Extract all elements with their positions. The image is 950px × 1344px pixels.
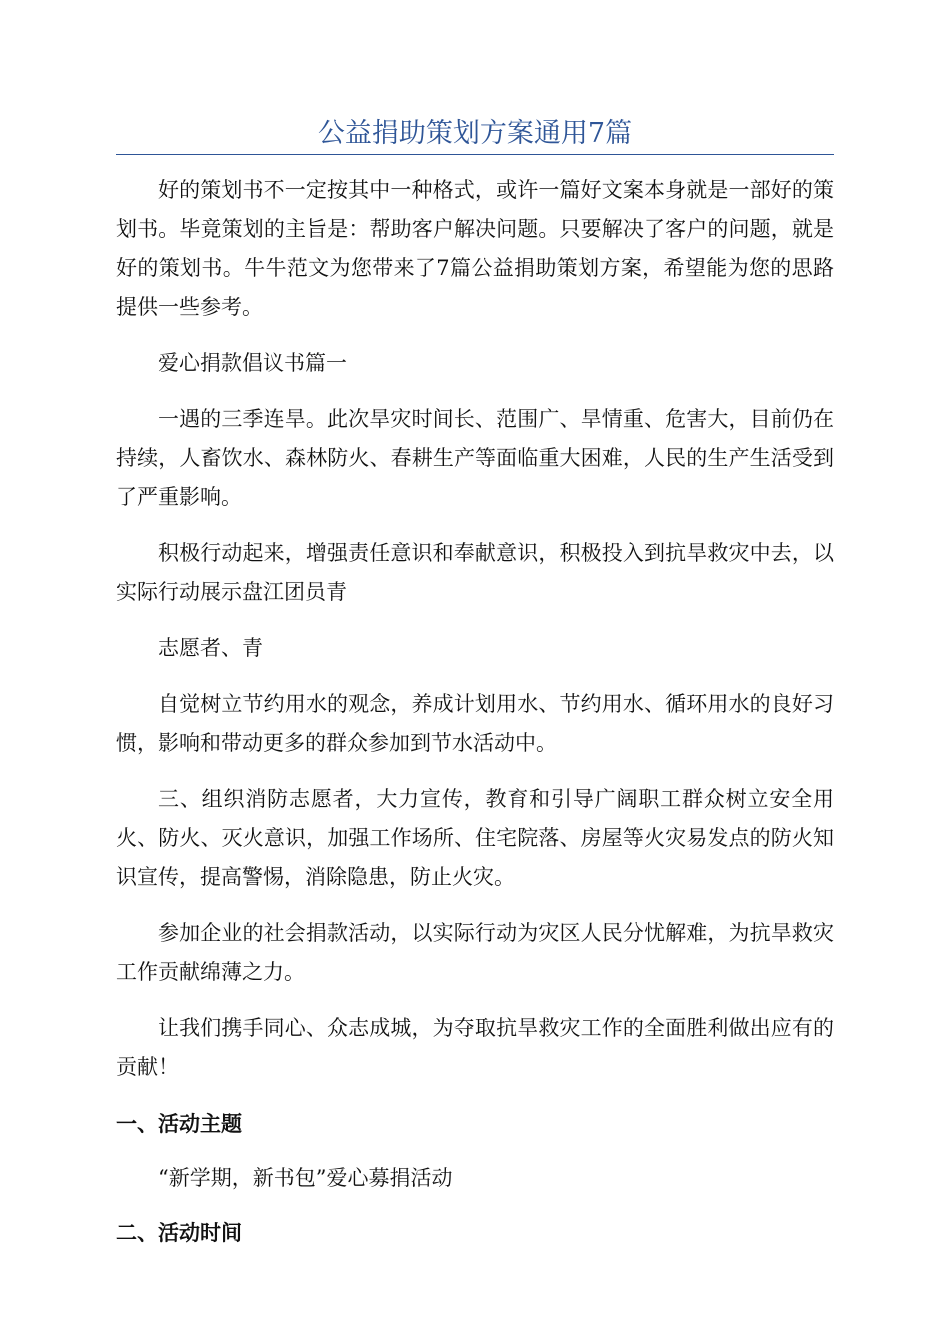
- action-paragraph: 积极行动起来，增强责任意识和奉献意识，积极投入到抗旱救灾中去，以实际行动展示盘江团员青: [116, 541, 834, 604]
- title-underline: [116, 154, 834, 155]
- intro-paragraph: 好的策划书不一定按其中一种格式，或许一篇好文案本身就是一部好的策划书。毕竟策划的主旨是：帮助客户解决问题。只要解决了客户的问题，就是好的策划书。牛牛范文为您带来了7篇公益捐助策划方案，希望能为您的思路提供一些参考。: [116, 178, 834, 319]
- heading-activity-time: 二、活动时间: [116, 1220, 242, 1245]
- activity-theme-paragraph: “新学期，新书包”爱心募捐活动: [158, 1166, 453, 1190]
- donation-paragraph: 参加企业的社会捐款活动，以实际行动为灾区人民分忧解难，为抗旱救灾工作贡献绵薄之力。: [116, 921, 834, 984]
- volunteer-paragraph: 志愿者、青: [158, 636, 263, 660]
- document-body: [116, 171, 834, 1268]
- fire-safety-paragraph: 三、组织消防志愿者，大力宣传，教育和引导广阔职工群众树立安全用火、防火、灭火意识，加强工作场所、住宅院落、房屋等火灾易发点的防火知识宣传，提高警惕，消除隐患，防止火灾。: [116, 787, 834, 889]
- section-title-paragraph: 爱心捐款倡议书篇一: [158, 351, 347, 375]
- closing-paragraph: 让我们携手同心、众志成城，为夺取抗旱救灾工作的全面胜利做出应有的贡献！: [116, 1016, 834, 1079]
- water-saving-paragraph: 自觉树立节约用水的观念，养成计划用水、节约用水、循环用水的良好习惯，影响和带动更多的群众参加到节水活动中。: [116, 692, 834, 755]
- document-title: 公益捐助策划方案通用7篇: [317, 118, 633, 149]
- heading-activity-theme: 一、活动主题: [116, 1111, 242, 1136]
- drought-paragraph: 一遇的三季连旱。此次旱灾时间长、范围广、旱情重、危害大，目前仍在持续，人畜饮水、森林防火、春耕生产等面临重大困难，人民的生产生活受到了严重影响。: [116, 407, 834, 509]
